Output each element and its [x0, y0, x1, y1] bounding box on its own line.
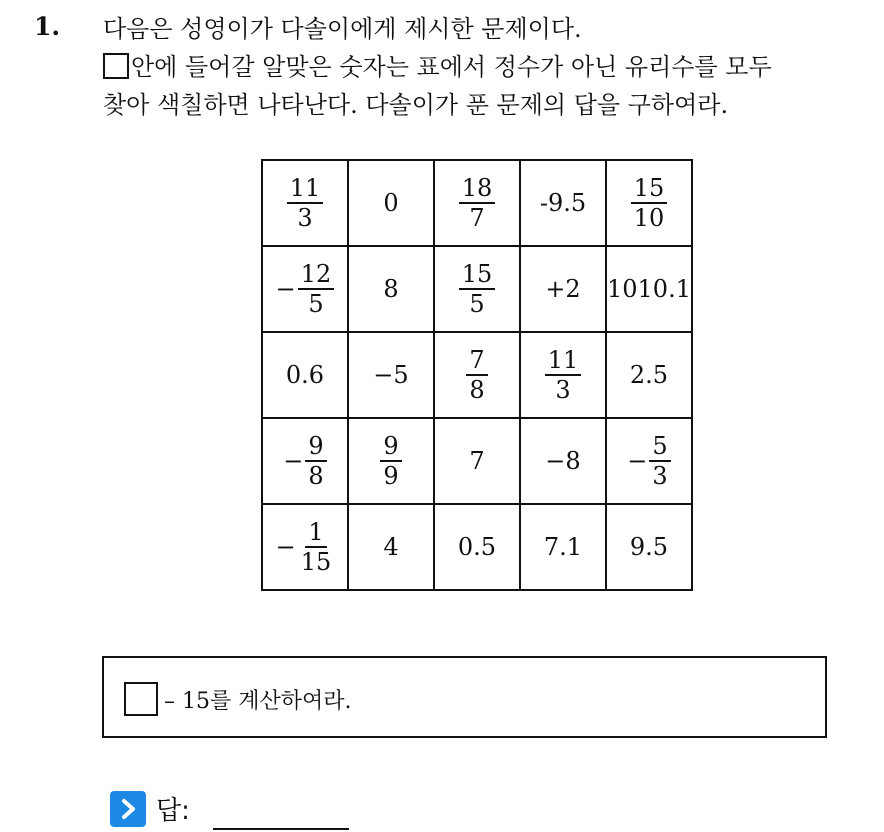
grid-cell[interactable]	[262, 332, 348, 418]
fraction-numerator: 9	[380, 432, 401, 462]
cell-value: −8	[545, 447, 581, 475]
fraction-denominator: 3	[297, 204, 313, 232]
cell-value: 0.5	[457, 533, 497, 561]
number-grid	[261, 159, 693, 591]
question-number: 1.	[34, 12, 61, 41]
grid-cell[interactable]	[348, 160, 434, 246]
answer-label: 답:	[156, 796, 190, 826]
cell-value: −5	[373, 361, 409, 389]
cell-value: 7.1	[543, 533, 583, 561]
prompt-line-1: 다음은 성영이가 다솔이에게 제시한 문제이다.	[103, 15, 582, 43]
fraction-numerator: 9	[305, 432, 326, 462]
fraction	[276, 518, 335, 576]
fraction	[627, 432, 670, 490]
grid-cell[interactable]	[606, 332, 692, 418]
fraction-sign: −	[283, 447, 304, 475]
fraction	[380, 432, 401, 490]
cell-value: 8	[383, 275, 399, 303]
cell-value: 4	[383, 533, 399, 561]
answer-input-line[interactable]	[213, 828, 349, 830]
problem-content	[124, 682, 352, 716]
fraction-denominator: 10	[633, 204, 665, 232]
fraction	[283, 432, 326, 490]
fraction-numerator: 5	[649, 432, 670, 462]
blank-box	[103, 53, 129, 79]
grid-cell[interactable]	[434, 418, 520, 504]
grid-cell[interactable]	[262, 418, 348, 504]
grid-cell[interactable]	[262, 160, 348, 246]
chevron-right-icon	[110, 791, 146, 827]
cell-value: -9.5	[539, 189, 587, 217]
grid-row	[262, 160, 692, 246]
grid-row	[262, 332, 692, 418]
problem-text: – 15를 계산하여라.	[164, 688, 352, 714]
grid-cell[interactable]	[520, 504, 606, 590]
cell-value: 0	[383, 189, 399, 217]
grid-cell[interactable]	[434, 160, 520, 246]
cell-value: +2	[545, 275, 581, 303]
grid-cell[interactable]	[434, 504, 520, 590]
grid-cell[interactable]	[606, 160, 692, 246]
grid-cell[interactable]	[348, 332, 434, 418]
grid-cell[interactable]	[520, 418, 606, 504]
fraction-numerator: 18	[459, 174, 496, 204]
grid-cell[interactable]	[606, 418, 692, 504]
fraction-sign: −	[627, 447, 648, 475]
fraction-denominator: 5	[308, 290, 324, 318]
fraction-sign: −	[275, 533, 296, 561]
prompt-line-3: 찾아 색칠하면 나타난다. 다솔이가 푼 문제의 답을 구하여라.	[103, 91, 729, 119]
fraction	[459, 260, 496, 318]
fraction-denominator: 7	[469, 204, 485, 232]
grid-cell[interactable]	[520, 332, 606, 418]
fraction-sign: −	[275, 275, 296, 303]
fraction	[276, 260, 335, 318]
problem-box	[102, 656, 827, 738]
prompt-line-2-text: 안에 들어갈 알맞은 숫자는 표에서 정수가 아닌 유리수를 모두	[131, 53, 772, 81]
fraction-denominator: 5	[469, 290, 485, 318]
answer-row	[110, 790, 190, 827]
grid-cell[interactable]	[262, 246, 348, 332]
grid-cell[interactable]	[348, 246, 434, 332]
fraction	[631, 174, 668, 232]
fraction-denominator: 3	[652, 462, 668, 490]
fraction-numerator: 15	[459, 260, 496, 290]
prompt-line-2	[103, 48, 873, 86]
grid-row	[262, 504, 692, 590]
fraction-denominator: 8	[308, 462, 324, 490]
grid-cell[interactable]	[262, 504, 348, 590]
fraction-numerator: 11	[545, 346, 582, 376]
fraction-numerator: 12	[298, 260, 335, 290]
grid-cell[interactable]	[434, 332, 520, 418]
grid-cell[interactable]	[348, 418, 434, 504]
fraction-numerator: 7	[466, 346, 487, 376]
cell-value: 9.5	[629, 533, 669, 561]
problem-blank-box	[124, 682, 158, 716]
fraction-denominator: 8	[469, 376, 485, 404]
grid-cell[interactable]	[606, 246, 692, 332]
fraction-denominator: 9	[383, 462, 399, 490]
grid-row	[262, 246, 692, 332]
cell-value: 7	[469, 447, 485, 475]
fraction	[466, 346, 487, 404]
grid-row	[262, 418, 692, 504]
fraction-numerator: 1	[305, 518, 326, 548]
grid-cell[interactable]	[434, 246, 520, 332]
grid-cell[interactable]	[606, 504, 692, 590]
fraction-numerator: 15	[631, 174, 668, 204]
fraction	[287, 174, 324, 232]
cell-value: 0.6	[285, 361, 325, 389]
cell-value: 2.5	[629, 361, 669, 389]
fraction-denominator: 15	[300, 548, 332, 576]
grid-cell[interactable]	[348, 504, 434, 590]
grid-cell[interactable]	[520, 160, 606, 246]
question-prompt	[103, 10, 873, 124]
fraction-denominator: 3	[555, 376, 571, 404]
fraction	[545, 346, 582, 404]
cell-value: 1010.1	[607, 275, 691, 303]
fraction	[459, 174, 496, 232]
fraction-numerator: 11	[287, 174, 324, 204]
grid-cell[interactable]	[520, 246, 606, 332]
